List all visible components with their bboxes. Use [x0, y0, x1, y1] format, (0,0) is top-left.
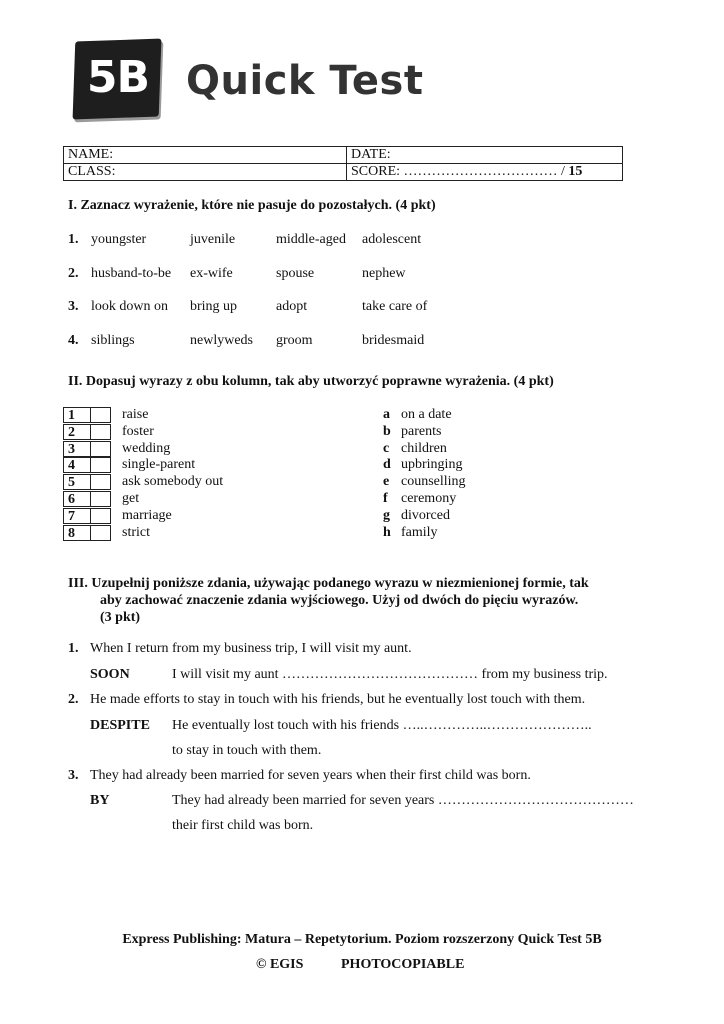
footer-photocopiable: PHOTOCOPIABLE: [341, 957, 465, 972]
word-option[interactable]: middle-aged: [276, 232, 346, 247]
score-field[interactable]: SCORE: …………………………… / 15: [347, 164, 623, 181]
section-1-title: I. Zaznacz wyrażenie, które nie pasuje do pozostałych. (4 pkt): [68, 198, 436, 213]
word-option[interactable]: spouse: [276, 266, 315, 281]
answer-slot[interactable]: [90, 509, 91, 523]
answer-slot[interactable]: [90, 475, 91, 489]
match-number: 3: [68, 442, 75, 457]
source-sentence: When I return from my business trip, I will visit my aunt.: [90, 641, 412, 656]
word-option[interactable]: adopt: [276, 299, 308, 314]
keyword: SOON: [90, 667, 130, 682]
answer-line[interactable]: I will visit my aunt …………………………………… from my business trip.: [172, 667, 608, 682]
question-number: 1.: [68, 232, 79, 247]
match-right-item: ceremony: [401, 491, 457, 506]
match-right-item: upbringing: [401, 457, 463, 472]
match-right-item: parents: [401, 424, 442, 439]
word-option[interactable]: husband-to-be: [91, 266, 172, 281]
section-3-title-line3: (3 pkt): [100, 610, 141, 625]
word-option[interactable]: newlyweds: [190, 333, 253, 348]
match-letter: c: [383, 441, 390, 456]
page-title: Quick Test: [186, 58, 424, 104]
answer-box[interactable]: [63, 441, 111, 457]
word-option[interactable]: nephew: [362, 266, 406, 281]
footer-publisher: Express Publishing: Matura – Repetytorium. Poziom rozszerzony Quick Test 5B: [122, 932, 602, 947]
answer-box[interactable]: [63, 525, 111, 541]
date-field[interactable]: DATE:: [347, 147, 623, 164]
question-number: 2.: [68, 266, 79, 281]
match-letter: b: [383, 424, 391, 439]
keyword: DESPITE: [90, 718, 150, 733]
score-max: 15: [568, 164, 583, 179]
question-number: 4.: [68, 333, 79, 348]
match-right-item: family: [401, 525, 438, 540]
match-number: 7: [68, 509, 75, 524]
match-right-item: divorced: [401, 508, 450, 523]
answer-slot[interactable]: [90, 526, 91, 540]
answer-slot[interactable]: [90, 458, 91, 472]
word-option[interactable]: ex-wife: [190, 266, 233, 281]
answer-box[interactable]: [63, 407, 111, 423]
question-number: 3.: [68, 768, 79, 783]
match-letter: d: [383, 457, 391, 472]
answer-line[interactable]: They had already been married for seven years ……………………………………: [172, 793, 634, 808]
match-left-item: single-parent: [122, 457, 196, 472]
class-field[interactable]: CLASS:: [64, 164, 347, 181]
student-info-table: [63, 146, 623, 181]
question-number: 3.: [68, 299, 79, 314]
word-option[interactable]: groom: [276, 333, 313, 348]
match-left-item: wedding: [122, 441, 171, 456]
answer-box[interactable]: [63, 474, 111, 490]
unit-badge: 5B: [86, 52, 150, 103]
name-field[interactable]: NAME:: [64, 147, 347, 164]
word-option[interactable]: take care of: [362, 299, 428, 314]
word-option[interactable]: adolescent: [362, 232, 422, 247]
source-sentence: He made efforts to stay in touch with his friends, but he eventually lost touch with them.: [90, 692, 586, 707]
match-letter: e: [383, 474, 390, 489]
match-number: 2: [68, 425, 75, 440]
answer-slot[interactable]: [90, 492, 91, 506]
match-letter: g: [383, 508, 390, 523]
section-3-title-line1: III. Uzupełnij poniższe zdania, używając podanego wyrazu w niezmienionej formie, tak: [68, 576, 589, 591]
match-number: 1: [68, 408, 75, 423]
answer-slot[interactable]: [90, 408, 91, 422]
match-left-item: strict: [122, 525, 150, 540]
match-right-item: on a date: [401, 407, 452, 422]
answer-line-continuation: their first child was born.: [172, 818, 314, 833]
word-option[interactable]: juvenile: [190, 232, 236, 247]
footer-copyright: © EGIS: [256, 957, 304, 972]
question-number: 2.: [68, 692, 79, 707]
word-option[interactable]: bridesmaid: [362, 333, 425, 348]
source-sentence: They had already been married for seven years when their first child was born.: [90, 768, 531, 783]
word-option[interactable]: siblings: [91, 333, 135, 348]
answer-line[interactable]: He eventually lost touch with his friends …..…………..…………………..: [172, 718, 592, 733]
match-left-item: raise: [122, 407, 149, 422]
keyword: BY: [90, 793, 110, 808]
answer-box[interactable]: [63, 457, 111, 473]
match-left-item: foster: [122, 424, 154, 439]
section-3-title-line2: aby zachować znaczenie zdania wyjściowego. Użyj od dwóch do pięciu wyrazów.: [100, 593, 579, 608]
match-number: 8: [68, 526, 75, 541]
answer-line-continuation: to stay in touch with them.: [172, 743, 322, 758]
answer-box[interactable]: [63, 424, 111, 440]
section-2-title: II. Dopasuj wyrazy z obu kolumn, tak aby utworzyć poprawne wyrażenia. (4 pkt): [68, 374, 554, 389]
answer-slot[interactable]: [90, 442, 91, 456]
word-option[interactable]: bring up: [190, 299, 238, 314]
match-left-item: ask somebody out: [122, 474, 224, 489]
match-left-item: marriage: [122, 508, 172, 523]
answer-slot[interactable]: [90, 425, 91, 439]
answer-box[interactable]: [63, 491, 111, 507]
word-option[interactable]: youngster: [91, 232, 147, 247]
match-right-item: children: [401, 441, 447, 456]
word-option[interactable]: look down on: [91, 299, 168, 314]
match-right-item: counselling: [401, 474, 466, 489]
match-letter: a: [383, 407, 390, 422]
match-number: 4: [68, 458, 75, 473]
match-letter: f: [383, 491, 388, 506]
match-left-item: get: [122, 491, 140, 506]
match-number: 6: [68, 492, 75, 507]
match-letter: h: [383, 525, 391, 540]
match-number: 5: [68, 475, 75, 490]
answer-box[interactable]: [63, 508, 111, 524]
question-number: 1.: [68, 641, 79, 656]
